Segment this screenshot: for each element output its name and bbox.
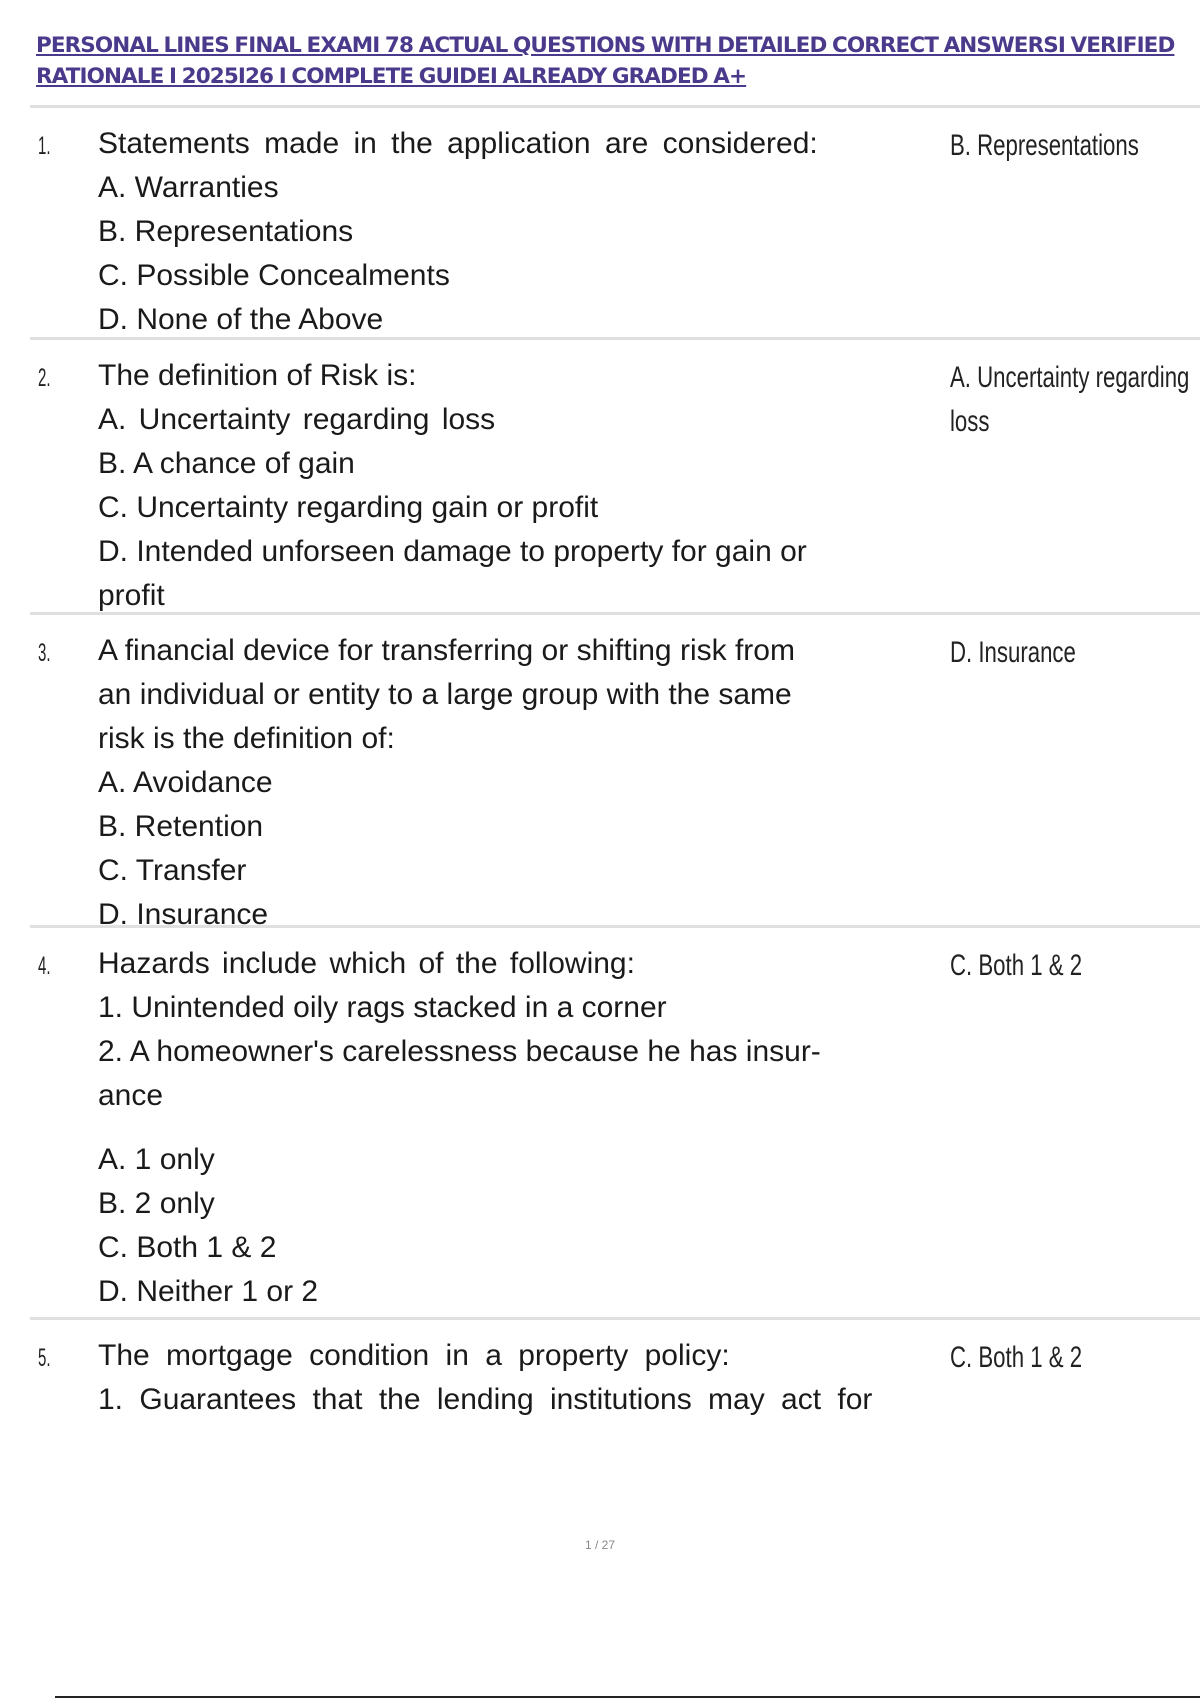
question-stem-line: ance	[98, 1079, 164, 1112]
question-text	[98, 1334, 938, 1422]
footer-divider	[55, 1696, 1200, 1698]
question-text	[98, 942, 938, 1314]
question-number: 2.	[38, 364, 51, 392]
correct-answer-line: D. Insurance	[950, 636, 1076, 669]
correct-answer-line: C. Both 1 & 2	[950, 949, 1083, 982]
question-stem-line: Statements made in the application are considered:	[98, 127, 818, 160]
correct-answer-line: A. Uncertainty regarding	[950, 361, 1190, 394]
answer-option: D. Neither 1 or 2	[98, 1275, 319, 1308]
answer-option: D. Intended unforseen damage to property for gain or	[98, 535, 807, 568]
answer-option: B. A chance of gain	[98, 447, 355, 480]
correct-answer	[950, 944, 1172, 988]
question-number: 1.	[38, 132, 51, 160]
correct-answer-line: loss	[950, 405, 990, 438]
question-stem-line: The mortgage condition in a property policy:	[98, 1339, 730, 1372]
answer-option: A. 1 only	[98, 1143, 215, 1176]
correct-answer-line: B. Representations	[950, 129, 1139, 162]
answer-option: C. Both 1 & 2	[98, 1231, 277, 1264]
question-number: 5.	[38, 1344, 51, 1372]
question-number: 4.	[38, 952, 51, 980]
question-text	[98, 122, 938, 342]
answer-option: D. None of the Above	[98, 303, 384, 336]
question-stem-line: The definition of Risk is:	[98, 359, 417, 392]
question-text	[98, 629, 938, 937]
question-stem-line: 1. Guarantees that the lending institutions may act for	[98, 1383, 873, 1416]
answer-option: B. Retention	[98, 810, 264, 843]
document-title	[36, 30, 1176, 92]
answer-option: B. 2 only	[98, 1187, 215, 1220]
answer-option: A. Avoidance	[98, 766, 273, 799]
question-stem-line: A financial device for transferring or shifting risk from	[98, 634, 795, 667]
question-row-4	[30, 925, 1200, 1320]
answer-option: C. Uncertainty regarding gain or profit	[98, 491, 599, 524]
spacer	[98, 1118, 938, 1138]
title-line-2: RATIONALE I 2025I26 I COMPLETE GUIDEI ALREADY GRADED A+	[36, 64, 747, 89]
correct-answer	[950, 356, 1190, 444]
answer-option: C. Transfer	[98, 854, 247, 887]
question-stem-line: 1. Unintended oily rags stacked in a corner	[98, 991, 667, 1024]
answer-option: C. Possible Concealments	[98, 259, 450, 292]
page-number: 1 / 27	[584, 1538, 616, 1552]
answer-option: B. Representations	[98, 215, 354, 248]
correct-answer-line: C. Both 1 & 2	[950, 1341, 1083, 1374]
question-row-2	[30, 337, 1200, 615]
question-stem-line: an individual or entity to a large group with the same	[98, 678, 792, 711]
question-row-5	[30, 1317, 1200, 1520]
question-stem-line: risk is the definition of:	[98, 722, 395, 755]
correct-answer	[950, 124, 1172, 168]
question-stem-line: 2. A homeowner's carelessness because he has insur-	[98, 1035, 821, 1068]
question-text	[98, 354, 938, 618]
answer-option: profit	[98, 579, 165, 612]
question-row-3	[30, 612, 1200, 931]
answer-option: A. Uncertainty regarding loss	[98, 403, 496, 436]
correct-answer	[950, 1336, 1172, 1380]
question-number: 3.	[38, 639, 51, 667]
question-stem-line: Hazards include which of the following:	[98, 947, 635, 980]
answer-option: A. Warranties	[98, 171, 279, 204]
question-row-1	[30, 105, 1200, 340]
answer-option: D. Insurance	[98, 898, 269, 931]
title-line-1: PERSONAL LINES FINAL EXAMI 78 ACTUAL QUESTIONS WITH DETAILED CORRECT ANSWERSI VERIFIED	[36, 33, 1175, 58]
correct-answer	[950, 631, 1172, 675]
